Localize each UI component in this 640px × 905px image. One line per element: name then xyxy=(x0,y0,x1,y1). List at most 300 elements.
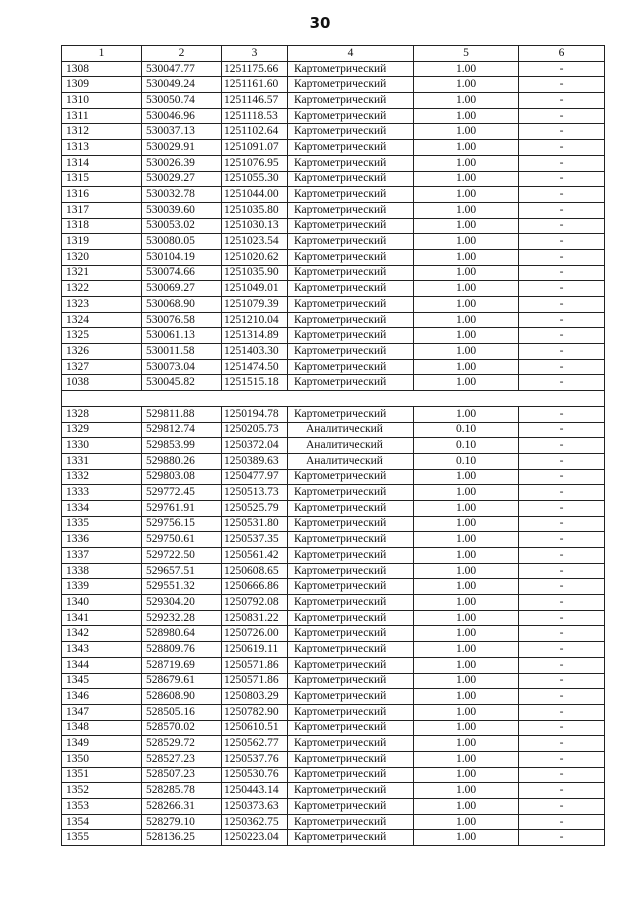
table-row xyxy=(62,783,605,799)
table-row xyxy=(62,736,605,752)
page-number: 30 xyxy=(309,14,331,32)
method-cell: Картометрический xyxy=(288,124,414,140)
point-number-cell: 1332 xyxy=(62,469,142,485)
point-number-cell: 1340 xyxy=(62,595,142,611)
accuracy-cell: 1.00 xyxy=(414,406,519,422)
y-coordinate-cell: 1250223.04 xyxy=(222,830,288,846)
accuracy-cell: 1.00 xyxy=(414,187,519,203)
accuracy-cell: 1.00 xyxy=(414,344,519,360)
y-coordinate-cell: 1250792.08 xyxy=(222,595,288,611)
point-number-cell: 1309 xyxy=(62,77,142,93)
note-cell: - xyxy=(519,218,605,234)
method-cell: Картометрический xyxy=(288,500,414,516)
method-cell: Картометрический xyxy=(288,673,414,689)
accuracy-cell: 1.00 xyxy=(414,297,519,313)
note-cell: - xyxy=(519,249,605,265)
accuracy-cell: 1.00 xyxy=(414,704,519,720)
x-coordinate-cell: 529304.20 xyxy=(142,595,222,611)
x-coordinate-cell: 530050.74 xyxy=(142,93,222,109)
method-cell: Картометрический xyxy=(288,187,414,203)
accuracy-cell: 1.00 xyxy=(414,77,519,93)
table-row xyxy=(62,422,605,438)
note-cell: - xyxy=(519,187,605,203)
method-cell: Картометрический xyxy=(288,642,414,658)
note-cell: - xyxy=(519,595,605,611)
point-number-cell: 1349 xyxy=(62,736,142,752)
table-row xyxy=(62,516,605,532)
method-cell: Картометрический xyxy=(288,485,414,501)
note-cell: - xyxy=(519,751,605,767)
accuracy-cell: 1.00 xyxy=(414,249,519,265)
point-number-cell: 1339 xyxy=(62,579,142,595)
method-cell: Картометрический xyxy=(288,548,414,564)
point-number-cell: 1325 xyxy=(62,328,142,344)
table-row xyxy=(62,406,605,422)
x-coordinate-cell: 530073.04 xyxy=(142,359,222,375)
y-coordinate-cell: 1250831.22 xyxy=(222,610,288,626)
y-coordinate-cell: 1251118.53 xyxy=(222,108,288,124)
note-cell: - xyxy=(519,767,605,783)
accuracy-cell: 1.00 xyxy=(414,548,519,564)
separator-cell xyxy=(62,391,605,407)
table-row xyxy=(62,171,605,187)
accuracy-cell: 1.00 xyxy=(414,124,519,140)
point-number-cell: 1345 xyxy=(62,673,142,689)
y-coordinate-cell: 1250608.65 xyxy=(222,563,288,579)
note-cell: - xyxy=(519,736,605,752)
table-row xyxy=(62,344,605,360)
accuracy-cell: 1.00 xyxy=(414,202,519,218)
method-cell: Картометрический xyxy=(288,532,414,548)
point-number-cell: 1355 xyxy=(62,830,142,846)
note-cell: - xyxy=(519,155,605,171)
x-coordinate-cell: 528266.31 xyxy=(142,799,222,815)
note-cell: - xyxy=(519,281,605,297)
x-coordinate-cell: 529853.99 xyxy=(142,438,222,454)
point-number-cell: 1341 xyxy=(62,610,142,626)
y-coordinate-cell: 1251102.64 xyxy=(222,124,288,140)
note-cell: - xyxy=(519,61,605,77)
table-row xyxy=(62,108,605,124)
accuracy-cell: 1.00 xyxy=(414,673,519,689)
x-coordinate-cell: 528285.78 xyxy=(142,783,222,799)
method-cell: Картометрический xyxy=(288,108,414,124)
method-cell: Картометрический xyxy=(288,140,414,156)
accuracy-cell: 1.00 xyxy=(414,469,519,485)
accuracy-cell: 1.00 xyxy=(414,610,519,626)
y-coordinate-cell: 1251314.89 xyxy=(222,328,288,344)
header-cell: 4 xyxy=(288,46,414,62)
method-cell: Картометрический xyxy=(288,799,414,815)
x-coordinate-cell: 528980.64 xyxy=(142,626,222,642)
y-coordinate-cell: 1251055.30 xyxy=(222,171,288,187)
method-cell: Картометрический xyxy=(288,202,414,218)
accuracy-cell: 1.00 xyxy=(414,140,519,156)
point-number-cell: 1308 xyxy=(62,61,142,77)
table-row xyxy=(62,328,605,344)
table-row xyxy=(62,297,605,313)
accuracy-cell: 1.00 xyxy=(414,61,519,77)
point-number-cell: 1337 xyxy=(62,548,142,564)
y-coordinate-cell: 1251020.62 xyxy=(222,249,288,265)
method-cell: Картометрический xyxy=(288,375,414,391)
x-coordinate-cell: 529756.15 xyxy=(142,516,222,532)
header-row xyxy=(62,46,605,62)
note-cell: - xyxy=(519,202,605,218)
note-cell: - xyxy=(519,516,605,532)
method-cell: Картометрический xyxy=(288,626,414,642)
point-number-cell: 1324 xyxy=(62,312,142,328)
note-cell: - xyxy=(519,93,605,109)
table-row xyxy=(62,720,605,736)
y-coordinate-cell: 1251044.00 xyxy=(222,187,288,203)
note-cell: - xyxy=(519,689,605,705)
table-row xyxy=(62,124,605,140)
table-row xyxy=(62,281,605,297)
accuracy-cell: 1.00 xyxy=(414,485,519,501)
table-row xyxy=(62,375,605,391)
y-coordinate-cell: 1251175.66 xyxy=(222,61,288,77)
point-number-cell: 1319 xyxy=(62,234,142,250)
point-number-cell: 1314 xyxy=(62,155,142,171)
table-row xyxy=(62,563,605,579)
accuracy-cell: 1.00 xyxy=(414,595,519,611)
x-coordinate-cell: 530104.19 xyxy=(142,249,222,265)
x-coordinate-cell: 529761.91 xyxy=(142,500,222,516)
y-coordinate-cell: 1250562.77 xyxy=(222,736,288,752)
y-coordinate-cell: 1251035.80 xyxy=(222,202,288,218)
table-body xyxy=(62,61,605,845)
point-number-cell: 1312 xyxy=(62,124,142,140)
table-row xyxy=(62,234,605,250)
x-coordinate-cell: 529803.08 xyxy=(142,469,222,485)
note-cell: - xyxy=(519,657,605,673)
x-coordinate-cell: 528529.72 xyxy=(142,736,222,752)
note-cell: - xyxy=(519,375,605,391)
x-coordinate-cell: 528507.23 xyxy=(142,767,222,783)
y-coordinate-cell: 1250372.04 xyxy=(222,438,288,454)
point-number-cell: 1343 xyxy=(62,642,142,658)
accuracy-cell: 0.10 xyxy=(414,453,519,469)
note-cell: - xyxy=(519,830,605,846)
header-cell: 6 xyxy=(519,46,605,62)
method-cell: Картометрический xyxy=(288,171,414,187)
x-coordinate-cell: 529772.45 xyxy=(142,485,222,501)
note-cell: - xyxy=(519,140,605,156)
accuracy-cell: 1.00 xyxy=(414,579,519,595)
x-coordinate-cell: 529657.51 xyxy=(142,563,222,579)
method-cell: Картометрический xyxy=(288,689,414,705)
method-cell: Картометрический xyxy=(288,155,414,171)
note-cell: - xyxy=(519,297,605,313)
note-cell: - xyxy=(519,626,605,642)
method-cell: Картометрический xyxy=(288,61,414,77)
method-cell: Картометрический xyxy=(288,704,414,720)
accuracy-cell: 1.00 xyxy=(414,108,519,124)
table-row xyxy=(62,61,605,77)
note-cell: - xyxy=(519,642,605,658)
table-row xyxy=(62,532,605,548)
y-coordinate-cell: 1250782.90 xyxy=(222,704,288,720)
accuracy-cell: 1.00 xyxy=(414,642,519,658)
accuracy-cell: 1.00 xyxy=(414,265,519,281)
point-number-cell: 1352 xyxy=(62,783,142,799)
point-number-cell: 1317 xyxy=(62,202,142,218)
note-cell: - xyxy=(519,171,605,187)
x-coordinate-cell: 530069.27 xyxy=(142,281,222,297)
accuracy-cell: 1.00 xyxy=(414,359,519,375)
table-row xyxy=(62,548,605,564)
point-number-cell: 1354 xyxy=(62,814,142,830)
x-coordinate-cell: 530032.78 xyxy=(142,187,222,203)
note-cell: - xyxy=(519,77,605,93)
method-cell: Картометрический xyxy=(288,767,414,783)
accuracy-cell: 1.00 xyxy=(414,328,519,344)
note-cell: - xyxy=(519,814,605,830)
table-row xyxy=(62,77,605,93)
point-number-cell: 1321 xyxy=(62,265,142,281)
accuracy-cell: 1.00 xyxy=(414,312,519,328)
note-cell: - xyxy=(519,265,605,281)
method-cell: Картометрический xyxy=(288,516,414,532)
accuracy-cell: 1.00 xyxy=(414,532,519,548)
accuracy-cell: 1.00 xyxy=(414,799,519,815)
note-cell: - xyxy=(519,720,605,736)
method-cell: Картометрический xyxy=(288,406,414,422)
note-cell: - xyxy=(519,312,605,328)
method-cell: Картометрический xyxy=(288,344,414,360)
point-number-cell: 1335 xyxy=(62,516,142,532)
method-cell: Картометрический xyxy=(288,218,414,234)
x-coordinate-cell: 528136.25 xyxy=(142,830,222,846)
method-cell: Картометрический xyxy=(288,281,414,297)
y-coordinate-cell: 1250530.76 xyxy=(222,767,288,783)
method-cell: Картометрический xyxy=(288,751,414,767)
y-coordinate-cell: 1251030.13 xyxy=(222,218,288,234)
table-row xyxy=(62,751,605,767)
y-coordinate-cell: 1250619.11 xyxy=(222,642,288,658)
note-cell: - xyxy=(519,108,605,124)
table-row xyxy=(62,218,605,234)
y-coordinate-cell: 1250803.29 xyxy=(222,689,288,705)
note-cell: - xyxy=(519,406,605,422)
table-row xyxy=(62,359,605,375)
point-number-cell: 1320 xyxy=(62,249,142,265)
x-coordinate-cell: 529750.61 xyxy=(142,532,222,548)
method-cell: Картометрический xyxy=(288,77,414,93)
point-number-cell: 1313 xyxy=(62,140,142,156)
note-cell: - xyxy=(519,783,605,799)
x-coordinate-cell: 529811.88 xyxy=(142,406,222,422)
accuracy-cell: 0.10 xyxy=(414,422,519,438)
note-cell: - xyxy=(519,610,605,626)
point-number-cell: 1346 xyxy=(62,689,142,705)
note-cell: - xyxy=(519,422,605,438)
point-number-cell: 1338 xyxy=(62,563,142,579)
accuracy-cell: 1.00 xyxy=(414,720,519,736)
x-coordinate-cell: 528719.69 xyxy=(142,657,222,673)
y-coordinate-cell: 1251079.39 xyxy=(222,297,288,313)
x-coordinate-cell: 530076.58 xyxy=(142,312,222,328)
table-row xyxy=(62,595,605,611)
table-row xyxy=(62,453,605,469)
point-number-cell: 1336 xyxy=(62,532,142,548)
point-number-cell: 1347 xyxy=(62,704,142,720)
y-coordinate-cell: 1250389.63 xyxy=(222,453,288,469)
point-number-cell: 1344 xyxy=(62,657,142,673)
table-row xyxy=(62,500,605,516)
y-coordinate-cell: 1250443.14 xyxy=(222,783,288,799)
note-cell: - xyxy=(519,485,605,501)
x-coordinate-cell: 529880.26 xyxy=(142,453,222,469)
note-cell: - xyxy=(519,344,605,360)
point-number-cell: 1038 xyxy=(62,375,142,391)
method-cell: Картометрический xyxy=(288,312,414,328)
x-coordinate-cell: 530029.27 xyxy=(142,171,222,187)
x-coordinate-cell: 528608.90 xyxy=(142,689,222,705)
x-coordinate-cell: 530039.60 xyxy=(142,202,222,218)
note-cell: - xyxy=(519,438,605,454)
y-coordinate-cell: 1250362.75 xyxy=(222,814,288,830)
y-coordinate-cell: 1251210.04 xyxy=(222,312,288,328)
note-cell: - xyxy=(519,548,605,564)
note-cell: - xyxy=(519,799,605,815)
method-cell: Картометрический xyxy=(288,563,414,579)
x-coordinate-cell: 528505.16 xyxy=(142,704,222,720)
method-cell: Аналитический xyxy=(288,453,414,469)
method-cell: Картометрический xyxy=(288,657,414,673)
x-coordinate-cell: 530047.77 xyxy=(142,61,222,77)
y-coordinate-cell: 1251474.50 xyxy=(222,359,288,375)
accuracy-cell: 1.00 xyxy=(414,563,519,579)
y-coordinate-cell: 1250561.42 xyxy=(222,548,288,564)
header-cell: 2 xyxy=(142,46,222,62)
table-row xyxy=(62,140,605,156)
y-coordinate-cell: 1251035.90 xyxy=(222,265,288,281)
y-coordinate-cell: 1250513.73 xyxy=(222,485,288,501)
point-number-cell: 1311 xyxy=(62,108,142,124)
point-number-cell: 1334 xyxy=(62,500,142,516)
x-coordinate-cell: 529232.28 xyxy=(142,610,222,626)
y-coordinate-cell: 1250373.63 xyxy=(222,799,288,815)
accuracy-cell: 1.00 xyxy=(414,689,519,705)
point-number-cell: 1318 xyxy=(62,218,142,234)
point-number-cell: 1353 xyxy=(62,799,142,815)
y-coordinate-cell: 1250726.00 xyxy=(222,626,288,642)
table-row xyxy=(62,626,605,642)
x-coordinate-cell: 530046.96 xyxy=(142,108,222,124)
y-coordinate-cell: 1251146.57 xyxy=(222,93,288,109)
y-coordinate-cell: 1250531.80 xyxy=(222,516,288,532)
point-number-cell: 1315 xyxy=(62,171,142,187)
method-cell: Картометрический xyxy=(288,736,414,752)
table-row xyxy=(62,202,605,218)
point-number-cell: 1351 xyxy=(62,767,142,783)
table-row xyxy=(62,187,605,203)
x-coordinate-cell: 528809.76 xyxy=(142,642,222,658)
table-row xyxy=(62,312,605,328)
note-cell: - xyxy=(519,359,605,375)
method-cell: Аналитический xyxy=(288,422,414,438)
x-coordinate-cell: 530068.90 xyxy=(142,297,222,313)
table-row xyxy=(62,579,605,595)
x-coordinate-cell: 530049.24 xyxy=(142,77,222,93)
table-row xyxy=(62,469,605,485)
y-coordinate-cell: 1250537.35 xyxy=(222,532,288,548)
method-cell: Картометрический xyxy=(288,234,414,250)
point-number-cell: 1329 xyxy=(62,422,142,438)
x-coordinate-cell: 528679.61 xyxy=(142,673,222,689)
y-coordinate-cell: 1251515.18 xyxy=(222,375,288,391)
y-coordinate-cell: 1251076.95 xyxy=(222,155,288,171)
note-cell: - xyxy=(519,579,605,595)
x-coordinate-cell: 530037.13 xyxy=(142,124,222,140)
table-row xyxy=(62,673,605,689)
note-cell: - xyxy=(519,532,605,548)
y-coordinate-cell: 1251091.07 xyxy=(222,140,288,156)
method-cell: Картометрический xyxy=(288,265,414,281)
accuracy-cell: 1.00 xyxy=(414,171,519,187)
x-coordinate-cell: 528279.10 xyxy=(142,814,222,830)
y-coordinate-cell: 1251161.60 xyxy=(222,77,288,93)
note-cell: - xyxy=(519,469,605,485)
y-coordinate-cell: 1250571.86 xyxy=(222,673,288,689)
method-cell: Картометрический xyxy=(288,610,414,626)
x-coordinate-cell: 529722.50 xyxy=(142,548,222,564)
accuracy-cell: 1.00 xyxy=(414,218,519,234)
accuracy-cell: 1.00 xyxy=(414,281,519,297)
table-row xyxy=(62,704,605,720)
method-cell: Аналитический xyxy=(288,438,414,454)
accuracy-cell: 1.00 xyxy=(414,516,519,532)
header-cell: 3 xyxy=(222,46,288,62)
note-cell: - xyxy=(519,500,605,516)
table-row xyxy=(62,830,605,846)
coordinates-table xyxy=(61,45,605,846)
x-coordinate-cell: 530045.82 xyxy=(142,375,222,391)
method-cell: Картометрический xyxy=(288,328,414,344)
separator-row xyxy=(62,391,605,407)
accuracy-cell: 1.00 xyxy=(414,375,519,391)
y-coordinate-cell: 1250477.97 xyxy=(222,469,288,485)
y-coordinate-cell: 1250610.51 xyxy=(222,720,288,736)
method-cell: Картометрический xyxy=(288,297,414,313)
accuracy-cell: 1.00 xyxy=(414,783,519,799)
x-coordinate-cell: 530026.39 xyxy=(142,155,222,171)
point-number-cell: 1350 xyxy=(62,751,142,767)
table-row xyxy=(62,155,605,171)
method-cell: Картометрический xyxy=(288,579,414,595)
method-cell: Картометрический xyxy=(288,720,414,736)
accuracy-cell: 1.00 xyxy=(414,830,519,846)
y-coordinate-cell: 1250525.79 xyxy=(222,500,288,516)
point-number-cell: 1333 xyxy=(62,485,142,501)
accuracy-cell: 1.00 xyxy=(414,155,519,171)
table-row xyxy=(62,799,605,815)
y-coordinate-cell: 1250571.86 xyxy=(222,657,288,673)
method-cell: Картометрический xyxy=(288,783,414,799)
note-cell: - xyxy=(519,234,605,250)
method-cell: Картометрический xyxy=(288,359,414,375)
method-cell: Картометрический xyxy=(288,93,414,109)
accuracy-cell: 1.00 xyxy=(414,767,519,783)
y-coordinate-cell: 1250537.76 xyxy=(222,751,288,767)
point-number-cell: 1328 xyxy=(62,406,142,422)
point-number-cell: 1327 xyxy=(62,359,142,375)
header-cell: 5 xyxy=(414,46,519,62)
point-number-cell: 1310 xyxy=(62,93,142,109)
method-cell: Картометрический xyxy=(288,249,414,265)
